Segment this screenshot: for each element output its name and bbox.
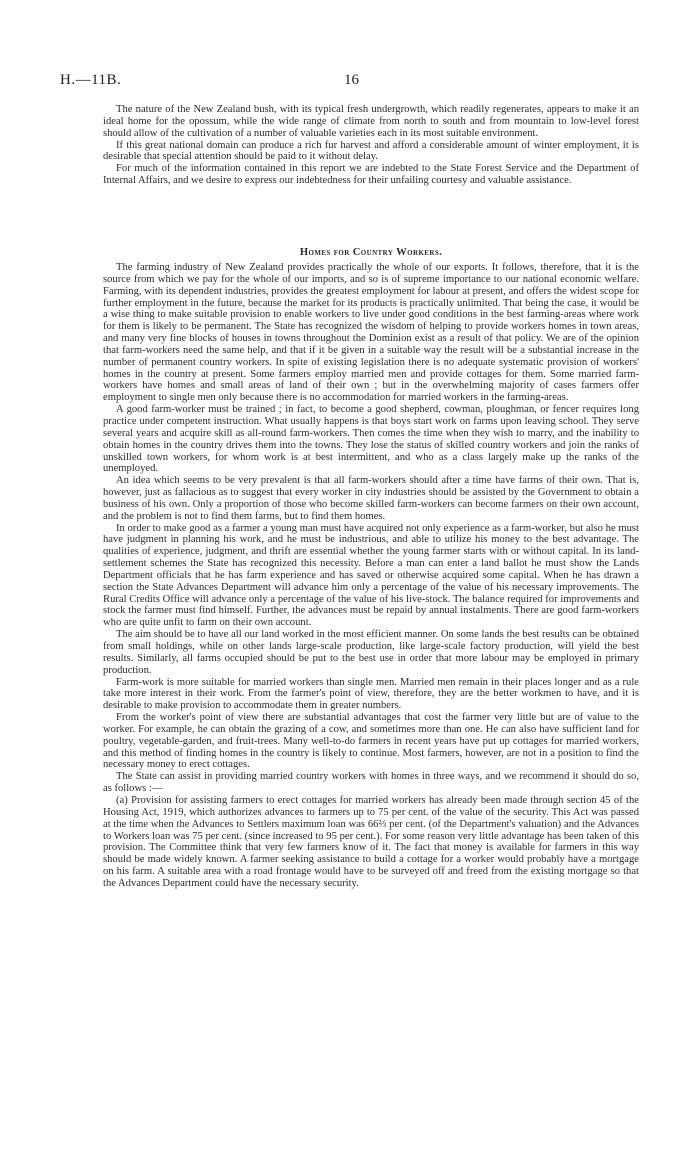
paragraph: A good farm-worker must be trained ; in fact, to become a good shepherd, cowman, ploughman, or fencer requires long practice under competent instruction. What usually happens is that boys start work on farms upon leaving school. They serve several years and acquire skill as all-round farm-workers. Then comes the time when they wish to marry, and the inability to obtain homes in the country drives them into the towns. They lose the status of skilled country workers and join the ranks of unskilled town workers, for whom work is at best intermittent, and who as a class largely make up the ranks of the unemployed.: [103, 404, 639, 475]
paragraph: (a) Provision for assisting farmers to erect cottages for married workers has already been made through section 45 of the Housing Act, 1919, which authorizes advances to farmers up to 75 per cent. of the value of the security. This Act was passed at the time when the Advances to Settlers maximum loan was 66⅔ per cent. (of the Department's valuation) and the Advances to Workers loan was 75 per cent. (since increased to 95 per cent.). For some reason very little advantage has been taken of this provision. The Committee think that very few farmers know of it. The fact that money is available for farmers in this way should be made widely known. A farmer seeking assistance to build a cottage for a worker would probably have a mortgage on his farm. A suitable area with a road frontage would have to be surveyed off and freed from the existing mortgage so that the Advances Department could have the necessary security.: [103, 794, 639, 889]
page-number: 16: [344, 72, 359, 88]
paragraph: The State can assist in providing married country workers with homes in three ways, and we recommend it should do so, as follows :—: [103, 771, 639, 795]
section-heading: Homes for Country Workers.: [299, 247, 443, 258]
page-body: [103, 104, 639, 890]
paragraph: An idea which seems to be very prevalent is that all farm-workers should after a time have farms of their own. That is, however, just as fallacious as to suggest that every worker in city industries should be assisted by the Government to obtain a business of his own. Only a proportion of those who become skilled farm-workers can become farmers on their own account, and the problem is not to find them farms, but to find them homes.: [103, 475, 639, 522]
paragraph: For much of the information contained in this report we are indebted to the State Forest Service and the Department of Internal Affairs, and we desire to express our indebtedness for their unfailing courtesy and valuable assistance.: [103, 163, 639, 187]
paragraph: In order to make good as a farmer a young man must have acquired not only experience as a farm-worker, but also he must have judgment in planning his work, and he must be industrious, and able to utilize his money to the best advantage. The qualities of experience, judgment, and thrift are essential whether the young farmer starts with or without capital. In its land-settlement schemes the State has recognized this necessity. Before a man can enter a land ballot he must show the Lands Department officials that he has farm experience and has saved or otherwise acquired some capital. When he has drawn a section the State Advances Department will advance him only a percentage of the value of his necessary improvements. The Rural Credits Office will advance only a percentage of the value of his live-stock. The balance required for improvements and stock the farmer must find himself. Further, the advances must be repaid by annual instalments. There are good farm-workers who are quite unfit to farm on their own account.: [103, 522, 639, 629]
paragraph: If this great national domain can produce a rich fur harvest and afford a considerable amount of winter employment, it is desirable that special attention should be paid to it without delay.: [103, 139, 639, 163]
paragraph: The farming industry of New Zealand provides practically the whole of our exports. It follows, therefore, that it is the source from which we pay for the whole of our imports, and so is of supreme importance to our national economic welfare. Farming, with its dependent industries, provides the greatest employment for labour at present, and offers the widest scope for further employment in the future, because the market for its products is practically unlimited. That being the case, it would be a wise thing to make suitable provision to enable workers to live under good conditions in the best farming-areas where work for them is likely to be permanent. The State has recognized the wisdom of helping to provide workers homes in town areas, and many very fine blocks of houses in towns throughout the Dominion exist as a result of that policy. We are of the opinion that farm-workers need the same help, and that if it be given in a suitable way the result will be a substantial increase in the number of permanent country workers. In spite of existing legislation there is no adequate systematic provision of workers' homes in the country at present. Some farmers employ married men and provide cottages for them. Some married farm-workers have homes and small areas of land of their own ; but in the overwhelming majority of cases farmers offer employment to single men only because there is no accommodation for married workers in the farming-areas.: [103, 262, 639, 404]
paragraph: The aim should be to have all our land worked in the most efficient manner. On some lands the best results can be obtained from small holdings, while on other lands large-scale production, like large-scale factory production, will yield the best results. Similarly, all farms occupied should be put to the best use in order that more labour may be employed in primary production.: [103, 629, 639, 676]
paragraph: Farm-work is more suitable for married workers than single men. Married men remain in their places longer and as a rule take more interest in their work. From the farmer's point of view, therefore, they are the better workmen to have, and it is desirable to make provision to accommodate them in greater numbers.: [103, 676, 639, 712]
document-reference: H.—11B.: [60, 72, 122, 88]
page-header: [60, 72, 620, 92]
section-body: [103, 262, 639, 890]
paragraph: From the worker's point of view there are substantial advantages that cost the farmer very little but are of value to the worker. For example, he can obtain the grazing of a cow, and sometimes more than one. He can also have sufficient land for poultry, vegetable-garden, and fruit-trees. Many well-to-do farmers in recent years have put up cottages for married workers, and this method of finding homes in the country is likely to continue. Most farmers, however, are not in a position to find the necessary money to erect cottages.: [103, 712, 639, 771]
intro-block: [103, 104, 639, 244]
paragraph: The nature of the New Zealand bush, with its typical fresh undergrowth, which readily regenerates, appears to make it an ideal home for the opossum, while the wide range of climate from north to south and from mountain to low-level forest should allow of the cultivation of a number of valuable varieties each in its most suitable environment.: [103, 104, 639, 139]
